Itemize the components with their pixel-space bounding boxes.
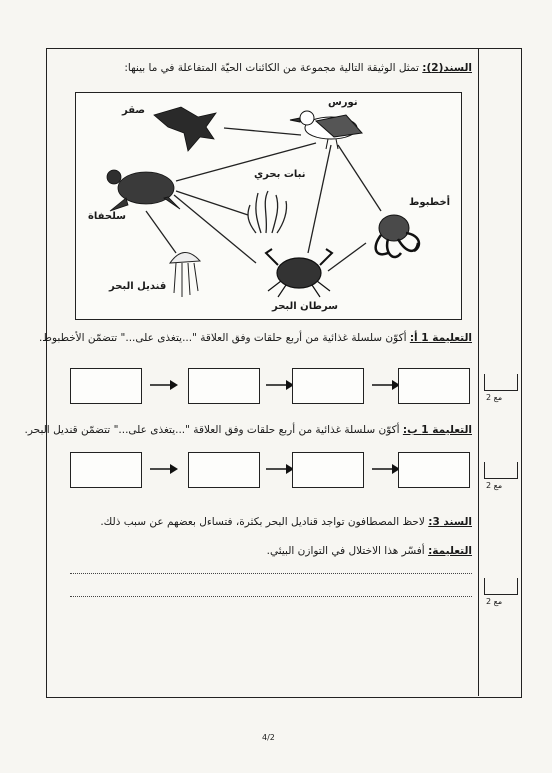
chain-box[interactable] — [70, 368, 142, 404]
link-seagull-crab — [308, 145, 331, 253]
score-label-1a: مع 2 — [486, 393, 503, 402]
label-seagull: نورس — [328, 97, 358, 108]
source-3-text: لاحظ المصطافون تواجد قناديل البحر بكثرة، فتساءل بعضهم عن سبب ذلك. — [100, 516, 425, 528]
instruction-1a-text: أكوّن سلسلة غذائية من أربع حلقات وفق العلاقة "...يتغذى على..." تتضمّن الأخطبوط. — [38, 332, 407, 344]
instruction-text: أفسّر هذا الاختلال في التوازن البيئي. — [266, 545, 425, 557]
arrow-icon — [372, 379, 400, 391]
instruction-heading: التعليمة: — [428, 545, 472, 557]
seaweed-drawing — [248, 191, 287, 233]
chain-box[interactable] — [292, 368, 364, 404]
food-web-diagram — [75, 92, 462, 320]
label-turtle: سلحفاة — [88, 211, 126, 222]
link-turtle-jellyfish — [146, 211, 176, 253]
link-falcon-seagull — [224, 128, 301, 135]
instruction-1b-line — [25, 424, 472, 436]
link-crab-octopus — [328, 243, 366, 271]
margin-line — [478, 48, 479, 696]
source-3-line — [100, 516, 472, 528]
label-seaweed: نبات بحري — [254, 169, 306, 180]
chain-box[interactable] — [292, 452, 364, 488]
food-chain-1b — [70, 452, 450, 492]
score-box-1b — [484, 462, 518, 479]
chain-box[interactable] — [398, 368, 470, 404]
label-jellyfish: قنديل البحر — [109, 281, 167, 292]
score-label-3: مع 2 — [486, 597, 503, 606]
link-seagull-octopus — [338, 145, 381, 211]
score-box-3 — [484, 578, 518, 595]
source-2-heading: السند(2): — [422, 62, 472, 74]
arrow-icon — [372, 463, 400, 475]
arrow-icon — [150, 463, 178, 475]
octopus-drawing — [376, 215, 419, 257]
jellyfish-drawing — [170, 252, 200, 297]
label-crab: سرطان البحر — [272, 301, 338, 312]
instruction-1b-heading: التعليمة 1 ب: — [402, 424, 472, 436]
food-chain-1a — [70, 368, 450, 408]
source-2-text: تمثل الوثيقة التالية مجموعة من الكائنات الحيّة المتفاعلة في ما بينها: — [124, 62, 419, 74]
instruction-1b-text: أكوّن سلسلة غذائية من أربع حلقات وفق العلاقة "...يتغذى على..." تتضمّن قنديل البحر. — [24, 424, 400, 436]
arrow-icon — [266, 379, 294, 391]
chain-box[interactable] — [188, 452, 260, 488]
label-falcon: صقر — [122, 105, 146, 116]
relation-lines — [146, 128, 381, 271]
turtle-drawing — [107, 170, 180, 211]
label-octopus: أخطبوط — [409, 197, 451, 208]
score-label-1b: مع 2 — [486, 481, 503, 490]
chain-box[interactable] — [70, 452, 142, 488]
source-3-heading: السند 3: — [428, 516, 472, 528]
chain-box[interactable] — [398, 452, 470, 488]
answer-line[interactable] — [70, 573, 472, 574]
instruction-1a-line — [39, 332, 472, 344]
arrow-icon — [150, 379, 178, 391]
seagull-drawing — [290, 111, 362, 149]
arrow-icon — [266, 463, 294, 475]
falcon-drawing — [154, 107, 216, 151]
instruction-1a-heading: التعليمة 1 أ: — [409, 332, 472, 344]
link-turtle-seaweed — [176, 191, 248, 215]
source-2-line — [124, 62, 472, 74]
answer-line[interactable] — [70, 596, 472, 597]
chain-box[interactable] — [188, 368, 260, 404]
page-number: 4/2 — [262, 733, 275, 742]
instruction-line — [267, 545, 472, 557]
crab-drawing — [266, 249, 332, 297]
score-box-1a — [484, 374, 518, 391]
